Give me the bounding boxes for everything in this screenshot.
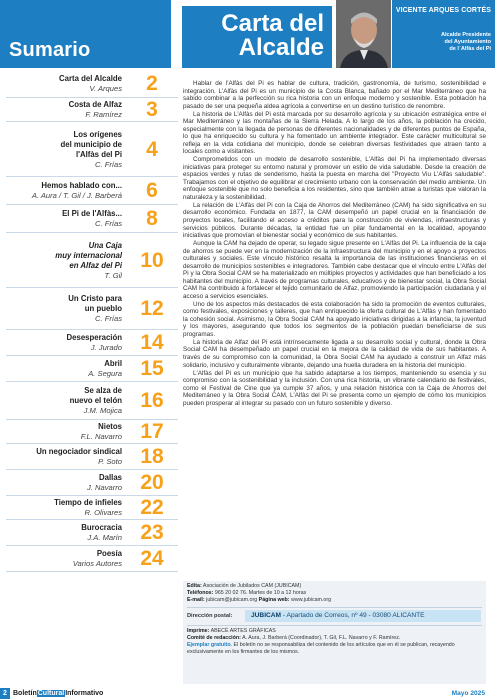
toc-author: C. Frías (94, 219, 122, 228)
toc-author: J.A. Marín (87, 533, 122, 542)
toc-author: A. Segura (88, 369, 122, 378)
toc-entry-text (6, 359, 122, 379)
email-link[interactable]: jubicam@jubicam.org (206, 597, 258, 604)
toc-entry-text (6, 130, 122, 170)
toc-page-number: 17 (140, 420, 164, 443)
toc-page-number: 20 (140, 471, 164, 494)
letter-body (183, 80, 486, 408)
letter-paragraph: Comprometidos con un modelo de desarrollo sostenible, L'Alfàs del Pi ha implementado diversas iniciativas para proteger su entorno natural y promover un estilo de vida saludable. Desde la creación de espacios verdes y rutas de senderismo, hasta la puesta en marcha del "Proyecto Viu L'Alfàs saludable". Trabajamos con el objetivo de equilibrar el crecimiento urbano con la conservación del medio ambiente. Un enfoque sostenible que no solo beneficia a los residentes, sino que también atrae a turistas que valoran la naturaleza y la sostenibilidad. (183, 156, 486, 201)
toc-author: F. Ramírez (85, 110, 122, 119)
toc-item[interactable] (6, 205, 178, 233)
toc-author: V. Arques (89, 84, 122, 93)
toc-item[interactable] (6, 470, 178, 496)
toc-entry-text (6, 473, 122, 493)
letter-paragraph: Hablar de l'Alfàs del Pi es hablar de cultura, tradición, gastronomía, de turismo, sostenibilidad e integración. L'Alfàs del Pi es un municipio de la Costa Blanca, bañado por el Mar Mediterráneo que ha sabido combinar a la perfección su rica historia con un enfoque moderno y sostenible. Esta población ha pasado de ser una pequeña aldea agrícola a convertirse en un destino turístico de renombre. (183, 80, 486, 110)
toc-title: Costa de Alfaz (68, 100, 122, 109)
toc-title: Se alza de (84, 386, 122, 395)
author-box (392, 0, 495, 68)
toc-page-number: 6 (146, 179, 158, 202)
toc-author: R. Olivares (84, 508, 122, 517)
toc-page-number: 18 (140, 445, 164, 468)
publication-name: BoletínCulturalInformativo (13, 690, 104, 697)
toc-entry-text (6, 447, 122, 467)
toc-item[interactable] (6, 288, 178, 330)
toc-item[interactable] (6, 122, 178, 177)
page-title-line-1: Carta del (221, 10, 324, 37)
credits-printer: Imprime: ABECÉ ARTES GRÁFICAS (187, 627, 276, 634)
letter-paragraph: Aunque la CAM ha dejado de operar, su legado sigue presente en L'Alfàs del Pi. La influencia de la caja de ahorros se puede ver en la modernización de la infraestructura del municipio y en el apoyo a proyectos culturales y sociales. Este vínculo histórico resalta la importancia de las instituciones financieras en el desarrollo de municipios sostenibles e integradores. También cabe destacar que el vínculo entre L'Alfàs del Pi y la Obra Social CAM se ha materializado en múltiples proyectos y actividades que han beneficiado a los habitantes del municipio. A través de programas culturales, educativos y de bienestar social, la Obra Social CAM ha contribuido a fortalecer el tejido comunitario de Alfaz, promoviendo la participación ciudadana y el acceso a servicios esenciales. (183, 240, 486, 300)
author-role-line: del Ayuntamiento (444, 39, 491, 46)
toc-entry-text (6, 209, 122, 229)
postal-label: Dirección postal: (187, 612, 233, 619)
page-footer (0, 687, 495, 700)
toc-author: A. Aura / T. Gil / J. Barberá (31, 191, 122, 200)
toc-title: Desesperación (66, 333, 122, 342)
portrait-illustration (336, 0, 391, 68)
toc-entry-text (6, 498, 122, 518)
toc-item[interactable] (6, 420, 178, 444)
toc-title: del municipio de (60, 139, 122, 149)
toc-title: Burocracia (81, 523, 122, 532)
toc-item[interactable] (6, 356, 178, 382)
toc-author: J.M. Mojica (83, 406, 122, 415)
toc-entry-text (6, 100, 122, 120)
toc-page-number: 3 (146, 98, 158, 121)
credits-box (183, 581, 486, 684)
toc-page-number: 15 (140, 357, 164, 380)
toc-entry-text (6, 181, 122, 201)
toc-title: Dallas (99, 473, 122, 482)
toc-entry-text (6, 422, 122, 442)
toc-title: l'Alfàs del Pi (75, 149, 122, 159)
toc-title: nuevo el telón (69, 396, 122, 405)
toc-item[interactable] (6, 496, 178, 520)
table-of-contents (6, 70, 178, 572)
credits-disclaimer: Ejemplar gratuito. El boletín no se responsabiliza del contenido de los artículos que en él se publican, recayendo exclusivamente en los firmantes de los mismos. (187, 642, 455, 656)
free-copy-label: Ejemplar gratuito. (187, 642, 233, 649)
toc-item[interactable] (6, 177, 178, 205)
toc-title: El Pi de l'Alfàs... (62, 209, 122, 218)
postal-org: JUBICAM (251, 611, 282, 619)
toc-author: J. Navarro (86, 483, 122, 492)
postal-address-box (245, 610, 481, 622)
page-number: 2 (0, 688, 10, 699)
toc-title: Una Caja (88, 240, 122, 250)
toc-author: J. Jurado (90, 343, 122, 352)
toc-title: Tiempo de infieles (54, 498, 122, 507)
toc-page-number: 16 (140, 389, 164, 412)
page-title (182, 6, 332, 68)
toc-page-number: 14 (140, 331, 164, 354)
credits-committee: Comité de redacción: A. Aura, J. Barberá (Coordinador), T. Gil, F.L. Navarro y F. Ramírez. (187, 634, 401, 641)
toc-author: Varios Autores (72, 559, 122, 568)
toc-item[interactable] (6, 233, 178, 288)
letter-paragraph: La historia de Alfaz del Pi está intrínsecamente ligada a su desarrollo social y cultural, donde la Obra Social CAM ha desempeñado un papel crucial en la mejora de la calidad de vida de sus habitantes. A través de su compromiso con la comunidad, la Obra Social CAM ha ayudado a construir un Alfaz más solidario, inclusivo y culturalmente vibrante, dejando una huella duradera en la historia del municipio. (183, 338, 486, 369)
author-photo (336, 0, 391, 68)
postal-address-row (187, 610, 482, 623)
toc-page-number: 24 (140, 547, 164, 570)
toc-entry-text (6, 241, 122, 281)
toc-title: Poesía (96, 549, 122, 558)
toc-page-number: 23 (140, 521, 164, 544)
toc-page-number: 2 (146, 72, 158, 95)
letter-paragraph: Uno de los aspectos más destacados de esta colaboración ha sido la promoción de eventos culturales, como festivales, exposiciones y talleres, que han enriquecido la oferta cultural de L'Alfàs y han fomentado la cohesión social. Asimismo, la Obra Social CAM ha apoyado iniciativas dirigidas a la infancia, la juventud y los mayores, asegurando que todos los segmentos de la población puedan beneficiarse de sus programas. (183, 300, 486, 338)
author-role (392, 32, 491, 54)
toc-title: Un Cristo para (68, 294, 122, 303)
toc-entry-text (6, 294, 122, 324)
toc-title: Carta del Alcalde (59, 74, 122, 83)
divider (187, 607, 482, 608)
toc-author: P. Soto (98, 457, 122, 466)
toc-item[interactable] (6, 330, 178, 356)
credits-phone: Teléfonos: 965 20 02 76. Martes de 10 a 12 horas (187, 590, 307, 597)
toc-entry-text (6, 523, 122, 543)
toc-author: F.L. Navarro (80, 432, 122, 441)
toc-page-number: 12 (140, 297, 164, 320)
toc-page-number: 10 (140, 248, 164, 272)
author-role-line: Alcalde Presidente (440, 32, 491, 38)
toc-title: Abril (104, 359, 122, 368)
toc-entry-text (6, 74, 122, 94)
page-title-line-2: Alcalde (238, 34, 324, 61)
toc-entry-text (6, 549, 122, 569)
toc-title: Los orígenes (73, 129, 122, 139)
toc-title: muy internacional (55, 250, 122, 260)
author-name: VICENTE ARQUES CORTÉS (395, 7, 491, 14)
toc-item[interactable] (6, 444, 178, 470)
toc-author: T. Gil (104, 270, 122, 280)
toc-author: C. Frías (94, 159, 122, 169)
toc-entry-text (6, 333, 122, 353)
credits-contact: E-mail: jubicam@jubicam.org Página web: www.jubicam.org (187, 597, 332, 604)
credits-edita: Edita: Asociación de Jubilados CAM (JUBICAM) (187, 583, 302, 589)
toc-page-number: 22 (140, 496, 164, 519)
website-link[interactable]: www.jubicam.org (291, 597, 332, 604)
toc-item[interactable] (6, 382, 178, 420)
toc-title: en Alfaz del Pi (69, 260, 122, 270)
issue-date: Mayo 2025 (451, 690, 485, 697)
toc-author: C. Frías (94, 314, 122, 323)
toc-title: un pueblo (84, 304, 122, 313)
letter-paragraph: La historia de L'Alfàs del Pi está marcada por su desarrollo agrícola y su ubicación estratégica entre el Mar Mediterráneo y las montañas de la Sierra Helada. A lo largo de los años, la población ha crecido, especialmente con la llegada de personas de diferentes nacionalidades y de diferentes puntos de España, lo que ha enriquecido su cultura y ha fomentado un ambiente integrador. Este carácter multicultural se refleja en la vida cotidiana del municipio, donde se celebran diversas festividades que atraen tanto a locales como a visitantes. (183, 110, 486, 156)
toc-page-number: 8 (146, 207, 158, 230)
toc-page-number: 4 (146, 137, 158, 161)
letter-paragraph: L'Alfàs del Pi es un municipio que ha sabido adaptarse a los tiempos, manteniendo su esencia y su compromiso con la sostenibilidad y la inclusión. Con una rica historia, un vibrante calendario de festivales, como el Festival de Cine que ya cumple 37 años, y una relación histórica con la Caja de Ahorros del Mediterráneo y la Obra Social CAM, L'Alfàs del Pi se presenta como un ejemplo de cómo los municipios pueden prosperar al integrar su pasado con un futuro sostenible y diverso. (183, 369, 486, 407)
postal-address: - Apartado de Correos, nº 49 - 03080 ALICANTE (281, 611, 425, 619)
toc-title: Hemos hablado con... (41, 181, 122, 190)
toc-item[interactable] (6, 546, 178, 572)
letter-paragraph: La relación de L'Alfàs del Pi con la Caja de Ahorros del Mediterráneo (CAM) ha sido significativa en su desarrollo económico. Fundada en 1877, la CAM desempeñó un papel crucial en la financiación de proyectos locales, facilitando el acceso a créditos para la construcción de viviendas, infraestructuras y servicios públicos. Durante décadas, la entidad fue un pilar fundamental en la localidad, apoyando iniciativas que promovían el bienestar social y económico de sus habitantes. (183, 201, 486, 240)
author-role-line: de l´Alfàs del Pi (449, 46, 491, 53)
toc-entry-text (6, 386, 122, 416)
toc-title: Un negociador sindical (36, 447, 122, 456)
toc-item[interactable] (6, 70, 178, 98)
sumario-header (0, 0, 171, 68)
toc-item[interactable] (6, 98, 178, 122)
toc-item[interactable] (6, 520, 178, 546)
sumario-title: Sumario (9, 39, 91, 61)
divider (187, 625, 482, 626)
toc-title: Nietos (98, 422, 122, 431)
